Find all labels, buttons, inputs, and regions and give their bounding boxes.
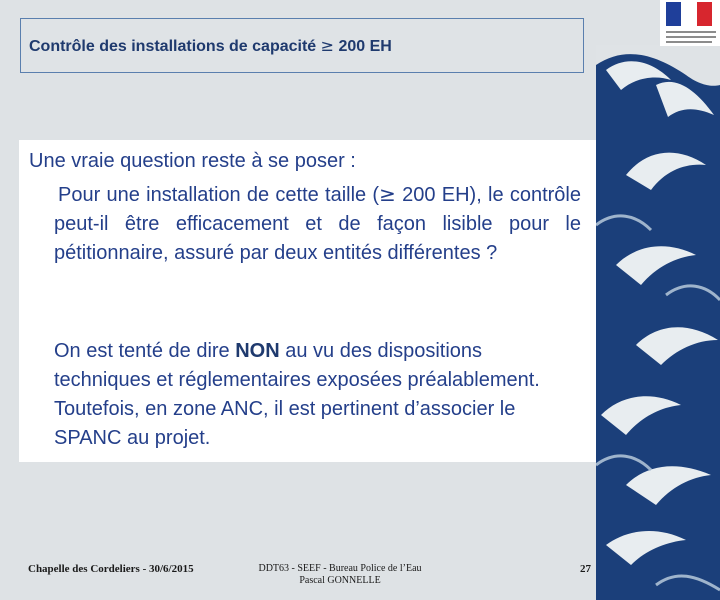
answer-text: On est tenté de dire NON au vu des dispositions techniques et réglementaires exposées préalablement. Toutefois, en zone ANC, il est pertinent d’associer le SPANC au projet.	[54, 340, 540, 449]
answer-emphasis: NON	[235, 340, 280, 362]
flag-icon	[666, 2, 712, 26]
content-panel	[19, 140, 596, 462]
republique-francaise-logo-icon	[660, 0, 720, 46]
footer-author: DDT63 - SEEF - Bureau Police de l’Eau Pascal GONNELLE	[258, 563, 422, 586]
question-heading: Une vraie question reste à se poser :	[29, 150, 356, 172]
footer-event: Chapelle des Cordeliers - 30/6/2015	[28, 563, 194, 575]
title-box	[20, 18, 584, 73]
slide-title: Contrôle des installations de capacité ≥ 200 EH	[29, 36, 392, 55]
motto-graphic	[664, 28, 718, 44]
question-text: Pour une installation de cette taille (≥ 200 EH), le contrôle peut-il être efficacement et de façon lisible pour le pétitionnaire, assuré par deux entités différentes ?	[54, 182, 581, 264]
great-wave-decoration-icon	[596, 45, 720, 600]
page-number: 27	[580, 563, 591, 575]
